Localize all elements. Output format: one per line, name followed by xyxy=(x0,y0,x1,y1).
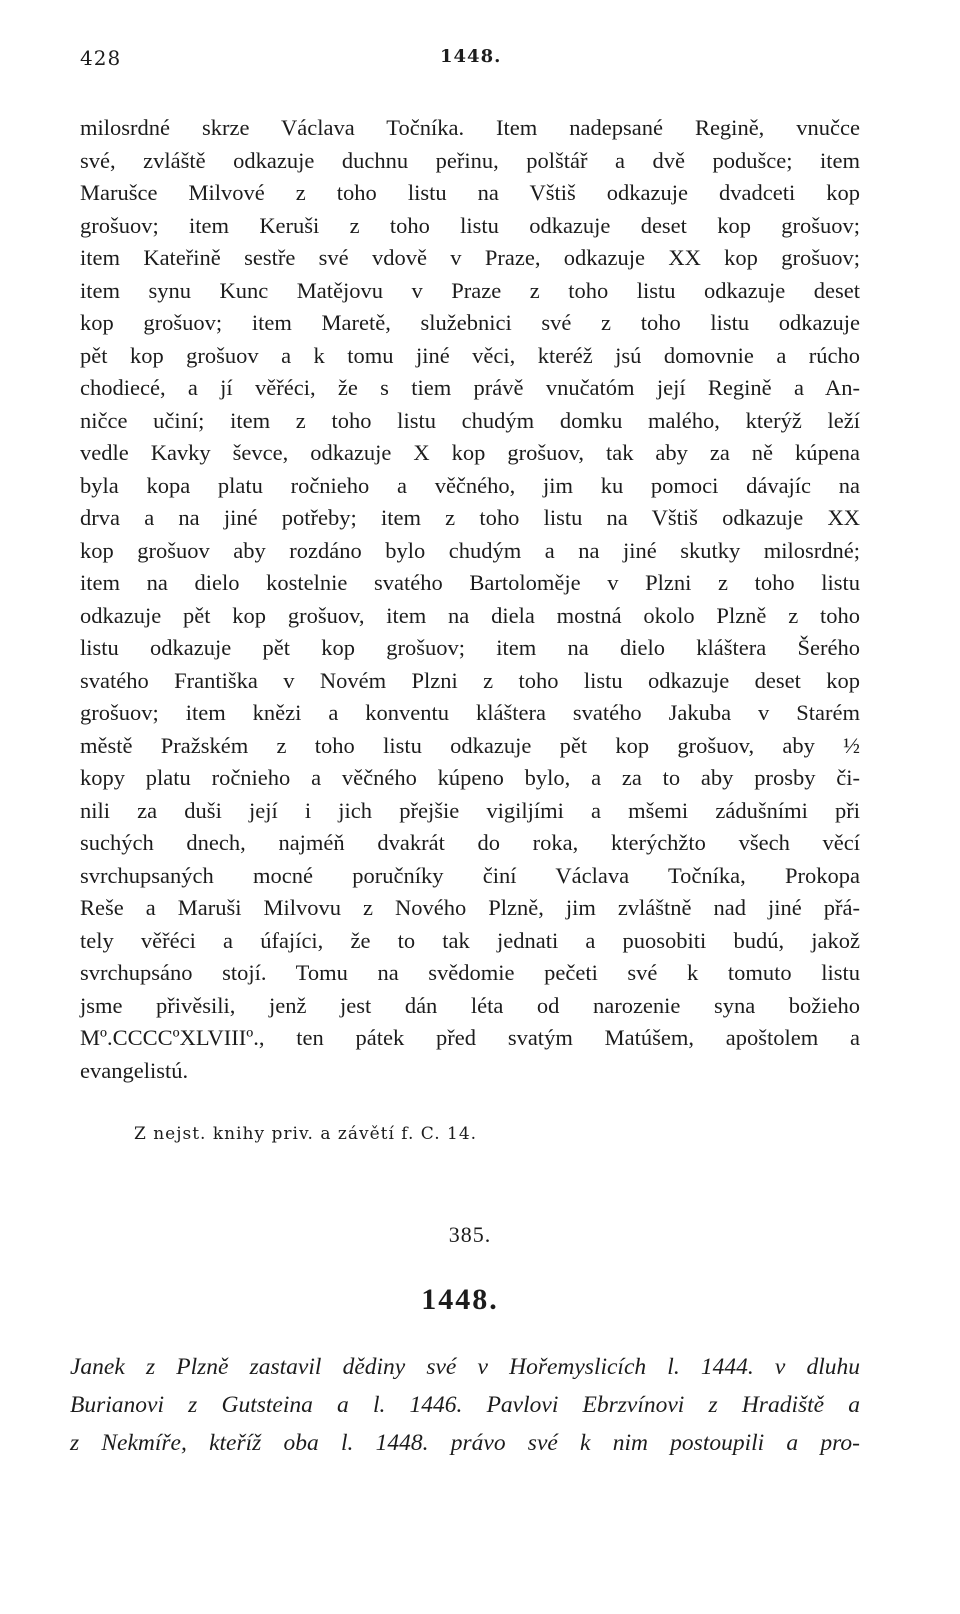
body-line: Marušce Milvové z toho listu na Vštiš odkazuje dvadceti kop xyxy=(80,180,860,205)
body-line: svrchupsáno stojí. Tomu na svědomie pečeti své k tomuto listu xyxy=(80,960,860,985)
regest-line: Burianovi z Gutsteina a l. 1446. Pavlovi Ebrzvínovi z Hradiště a xyxy=(70,1392,860,1418)
body-line: suchých dnech, najméň dvakrát do roka, kterýchžto všech věcí xyxy=(80,830,860,855)
body-line: Reše a Maruši Milvovu z Nového Plzně, jim zvláštně nad jiné přá- xyxy=(80,895,860,920)
page-number: 428 xyxy=(80,46,122,70)
body-line: městě Pražském z toho listu odkazuje pět kop grošuov, aby ½ xyxy=(80,732,860,758)
body-line: chodiecé, a jí věřéci, že s tiem právě vnučatóm její Regině a An- xyxy=(80,375,860,400)
body-line: ničce učiní; item z toho listu chudým domku malého, kterýž leží xyxy=(80,407,860,433)
body-line: odkazuje pět kop grošuov, item na diela mostná okolo Plzně z toho xyxy=(80,602,860,628)
body-line: evangelistú. xyxy=(80,1057,189,1083)
document-year-heading: 1448. xyxy=(421,1283,499,1316)
body-line: byla kopa platu ročnieho a věčného, jim ku pomoci dávajíc na xyxy=(80,472,860,498)
body-line: tely věřéci a úfajíci, že to tak jednati a puosobiti budú, jakož xyxy=(80,927,860,953)
regest-line: Janek z Plzně zastavil dědiny své v Hořemyslicích l. 1444. v dluhu xyxy=(70,1354,860,1380)
body-line: item synu Kunc Matějovu v Praze z toho listu odkazuje deset xyxy=(80,277,860,303)
body-line: item na dielo kostelnie svatého Bartoloměje v Plzni z toho listu xyxy=(80,570,860,595)
body-line: pět kop grošuov a k tomu jiné věci, kteréž jsú domovnie a rúcho xyxy=(80,342,860,368)
body-line: kopy platu ročnieho a věčného kúpeno bylo, a za to aby prosby či- xyxy=(80,765,860,790)
body-line: svatého Františka v Novém Plzni z toho listu odkazuje deset kop xyxy=(80,667,860,693)
body-line: Mº.CCCCºXLVIIIº., ten pátek před svatým Matúšem, apoštolem a xyxy=(80,1025,860,1050)
body-line: kop grošuov aby rozdáno bylo chudým a na jiné skutky milosrdné; xyxy=(80,537,860,563)
body-line: grošuov; item Keruši z toho listu odkazuje deset kop grošuov; xyxy=(80,212,860,238)
body-line: milosrdné skrze Václava Točníka. Item nadepsané Regině, vnučce xyxy=(80,115,860,140)
body-line: své, zvláště odkazuje duchnu peřinu, polštář a dvě podušce; item xyxy=(80,147,860,173)
body-line: listu odkazuje pět kop grošuov; item na dielo kláštera Šerého xyxy=(80,635,860,660)
body-line: vedle Kavky ševce, odkazuje X kop grošuov, tak aby za ně kúpena xyxy=(80,440,860,465)
body-line: svrchupsaných mocné poručníky činí Václava Točníka, Prokopa xyxy=(80,862,860,888)
document-number: 385. xyxy=(448,1222,492,1247)
body-line: kop grošuov; item Maretě, služebnici své z toho listu odkazuje xyxy=(80,310,860,335)
body-line: item Kateřině sestře své vdově v Praze, odkazuje XX kop grošuov; xyxy=(80,245,860,270)
body-line: nili za duši její i jich přejšie vigiljími a mšemi zádušními při xyxy=(80,797,860,823)
body-line: drva a na jiné potřeby; item z toho listu na Vštiš odkazuje XX xyxy=(80,505,860,530)
page-header xyxy=(80,46,880,76)
regest-summary xyxy=(70,1348,860,1462)
regest-line: z Nekmíře, kteříž oba l. 1448. právo své k nim postoupili a pro- xyxy=(70,1430,860,1456)
running-head: 1448. xyxy=(440,46,502,67)
body-line: grošuov; item knězi a konventu kláštera svatého Jakuba v Starém xyxy=(80,700,860,725)
body-line: jsme přivěsili, jenž jest dán léta od narozenie syna božieho xyxy=(80,992,860,1018)
source-note: Z nejst. knihy priv. a závětí f. C. 14. xyxy=(134,1124,478,1144)
body-text xyxy=(80,112,860,1087)
